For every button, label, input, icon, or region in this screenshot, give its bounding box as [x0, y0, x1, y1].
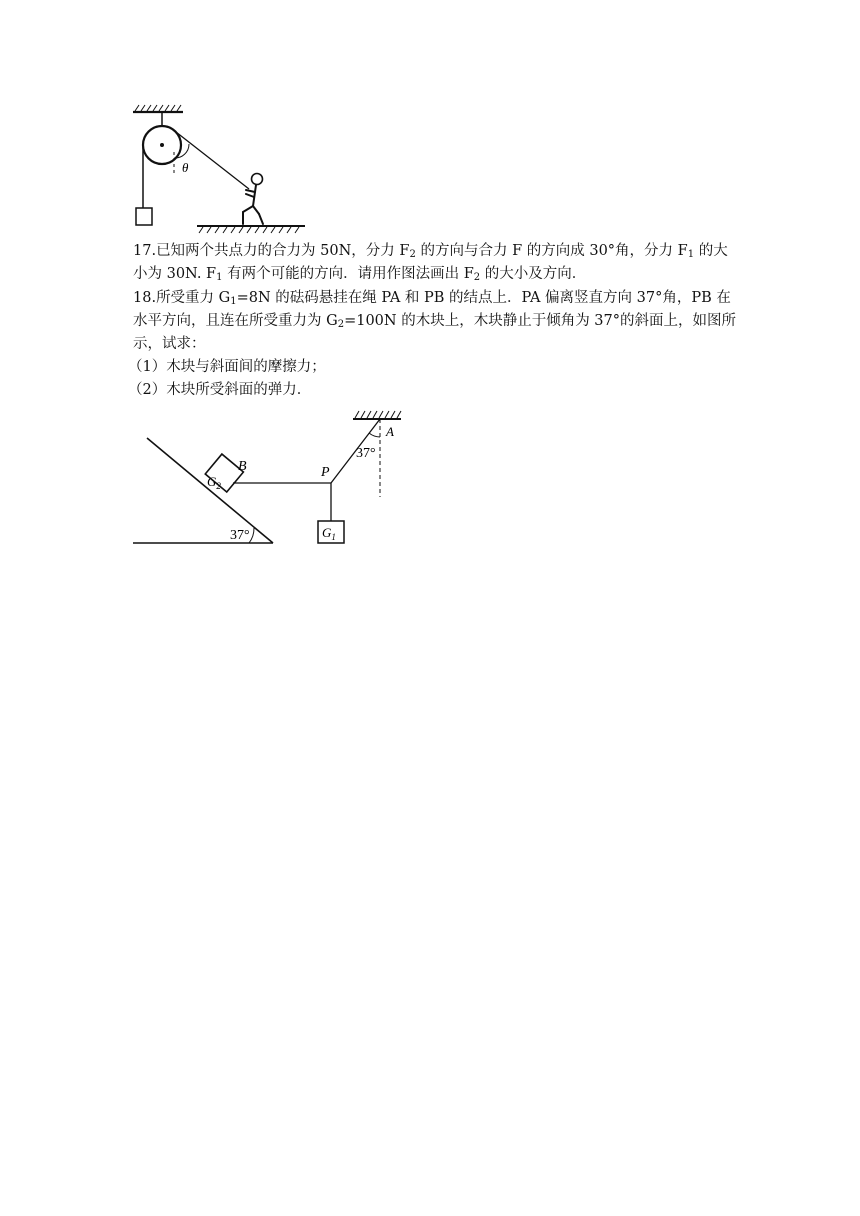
q18-line2: [133, 310, 736, 332]
incline-angle-arc: [249, 528, 254, 543]
q17-line2: [133, 263, 586, 285]
q18-subscript: 2: [337, 319, 345, 330]
q18-number: 18.: [133, 290, 157, 306]
q17-text: 的方向与合力 F 的方向成 30°角，分力 F: [415, 243, 688, 259]
ceiling-hatch: [135, 105, 181, 111]
q18-item2: [128, 379, 311, 401]
incline-figure: [125, 400, 415, 550]
theta-label: θ: [182, 160, 189, 175]
q18-text: 所受重力 G: [156, 290, 231, 306]
q18-text: 示，试求：: [133, 336, 206, 352]
ceiling-hatch: [355, 411, 401, 418]
q18-item1: [128, 356, 326, 378]
q18-line3: [133, 333, 206, 355]
q17-text: 的大: [694, 243, 728, 259]
q17-subscript: 2: [409, 249, 416, 260]
block-g1-label: $G_1$: [322, 525, 336, 542]
incline-angle-label: 37°: [230, 528, 250, 543]
label-a: A: [386, 424, 394, 439]
q17-subscript: 2: [473, 272, 481, 283]
q18-subscript: 1: [230, 296, 237, 307]
top-angle-label: 37°: [356, 446, 376, 461]
q18-item-text: （2）木块所受斜面的弹力．: [128, 382, 312, 398]
q17-subscript: 1: [216, 272, 223, 283]
person-figure: [243, 174, 263, 225]
ground-hatch: [199, 227, 299, 233]
q17-text: 小为 30N. F: [133, 266, 217, 282]
q17-subscript: 1: [687, 249, 695, 260]
q17-number: 17.: [133, 243, 157, 259]
pulley-axle: [160, 143, 164, 147]
q18-text: 水平方向，且连在所受重力为 G: [133, 313, 338, 329]
q18-item-text: （1）木块与斜面间的摩擦力；: [128, 359, 326, 375]
block-g2-label: $G_2$: [207, 474, 221, 491]
incline-surface: [147, 438, 273, 543]
q17-text: 的大小及方向．: [480, 266, 587, 282]
q17-text: 已知两个共点力的合力为 50N，分力 F: [156, 243, 410, 259]
q18-text: =8N 的砝码悬挂在绳 PA 和 PB 的结点上．PA 偏离竖直方向 37°角，PB 在: [236, 290, 731, 306]
q17-text: 有两个可能的方向．请用作图法画出 F: [222, 266, 474, 282]
pulley-figure: [125, 100, 315, 240]
q17-line1: [133, 240, 728, 262]
q18-text: =100N 的木块上，木块静止于倾角为 37°的斜面上，如图所: [344, 313, 737, 329]
label-p: P: [321, 465, 330, 480]
q18-line1: [133, 287, 731, 309]
top-angle-arc: [369, 433, 380, 437]
hanging-weight: [136, 208, 152, 225]
label-b: B: [238, 459, 247, 474]
